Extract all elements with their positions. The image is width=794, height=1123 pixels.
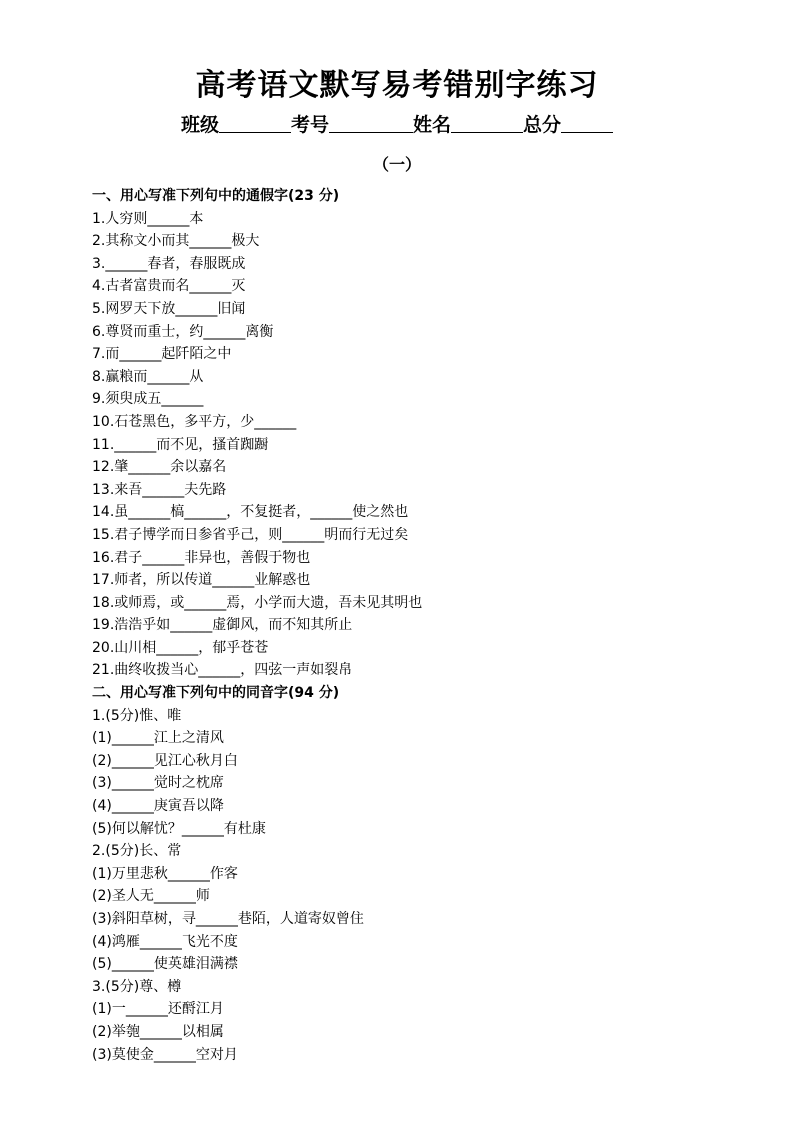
exercise-line: 16.君子______非异也，善假于物也 <box>92 549 311 566</box>
exercise-line: 8.赢粮而______从 <box>92 368 204 385</box>
exercise-line: 21.曲终收拨当心______，四弦一声如裂帛 <box>92 662 353 679</box>
exercise-line: (5)______使英雄泪满襟 <box>92 956 238 973</box>
exercise-line: (1)______江上之清风 <box>92 730 224 747</box>
exercise-line: 1.(5分)惟、唯 <box>92 707 182 724</box>
section-heading: 二、用心写准下列句中的同音字(94 分) <box>92 685 340 702</box>
score-label: 总分 <box>523 114 562 136</box>
page-title: 高考语文默写易考错别字练习 <box>195 68 599 103</box>
exam-no-label: 考号 <box>290 114 329 136</box>
exercise-line: 14.虽______槁______，不复挺者，______使之然也 <box>92 504 409 521</box>
exercise-line: (4)______庚寅吾以降 <box>92 798 224 815</box>
exercise-line: 2.其称文小而其______极大 <box>92 233 260 250</box>
exercise-line: 18.或师焉，或______焉，小学而大遗，吾未见其明也 <box>92 594 423 611</box>
exercise-line: 17.师者，所以传道______业解惑也 <box>92 572 311 589</box>
exercise-line: (3)莫使金______空对月 <box>92 1046 238 1063</box>
exercise-line: 11.______而不见，搔首踟蹰 <box>92 436 269 453</box>
exercise-line: (2)举匏______以相属 <box>92 1023 224 1040</box>
exercise-line: 3.(5分)尊、樽 <box>92 978 182 995</box>
class-blank[interactable] <box>219 114 291 133</box>
exercise-line: 20.山川相______，郁乎苍苍 <box>92 639 269 656</box>
exercise-line: 1.人穷则______本 <box>92 210 204 227</box>
exercise-line: (3)斜阳草树，寻______巷陌，人道寄奴曾住 <box>92 911 364 927</box>
name-label: 姓名 <box>413 114 452 136</box>
exercise-line: (1)万里悲秋______作客 <box>92 865 238 882</box>
exercise-line: (4)鸿雁______飞光不度 <box>92 933 238 950</box>
exercise-line: (2)圣人无______师 <box>92 888 210 905</box>
exercise-line: (1)一______还酹江月 <box>92 1001 224 1018</box>
section-number: （一） <box>372 155 421 174</box>
score-blank[interactable] <box>561 114 613 133</box>
exercise-line: 3.______春者，春服既成 <box>92 255 246 272</box>
exercise-line: 2.(5分)长、常 <box>92 843 182 860</box>
exercise-line: 15.君子博学而日参省乎己，则______明而行无过矣 <box>92 526 409 543</box>
exercise-line: (2)______见江心秋月白 <box>92 752 238 769</box>
class-label: 班级 <box>180 114 219 136</box>
exercise-line: 12.肇______余以嘉名 <box>92 459 227 476</box>
exercise-line: 9.须臾成五______ <box>92 391 204 408</box>
exercise-line: (5)何以解忧？______有杜康 <box>92 820 266 837</box>
section-heading: 一、用心写准下列句中的通假字(23 分) <box>92 188 340 204</box>
exercise-line: 10.石苍黑色，多平方，少______ <box>92 413 297 430</box>
exercise-line: (3)______觉时之枕席 <box>92 775 224 792</box>
exercise-line: 5.网罗天下放______旧闻 <box>92 300 246 317</box>
exercise-line: 4.古者富贵而名______灭 <box>92 278 246 295</box>
exercise-line: 19.浩浩乎如______虚御风，而不知其所止 <box>92 617 353 634</box>
exercise-line: 13.来吾______夫先路 <box>92 481 227 498</box>
exercise-line: 7.而______起阡陌之中 <box>92 346 232 363</box>
exercise-line: 6.尊贤而重士，约______离衡 <box>92 323 274 340</box>
name-blank[interactable] <box>451 114 523 133</box>
exercise-list <box>92 185 732 1066</box>
student-info-row <box>0 110 794 137</box>
exam-no-blank[interactable] <box>329 114 413 133</box>
